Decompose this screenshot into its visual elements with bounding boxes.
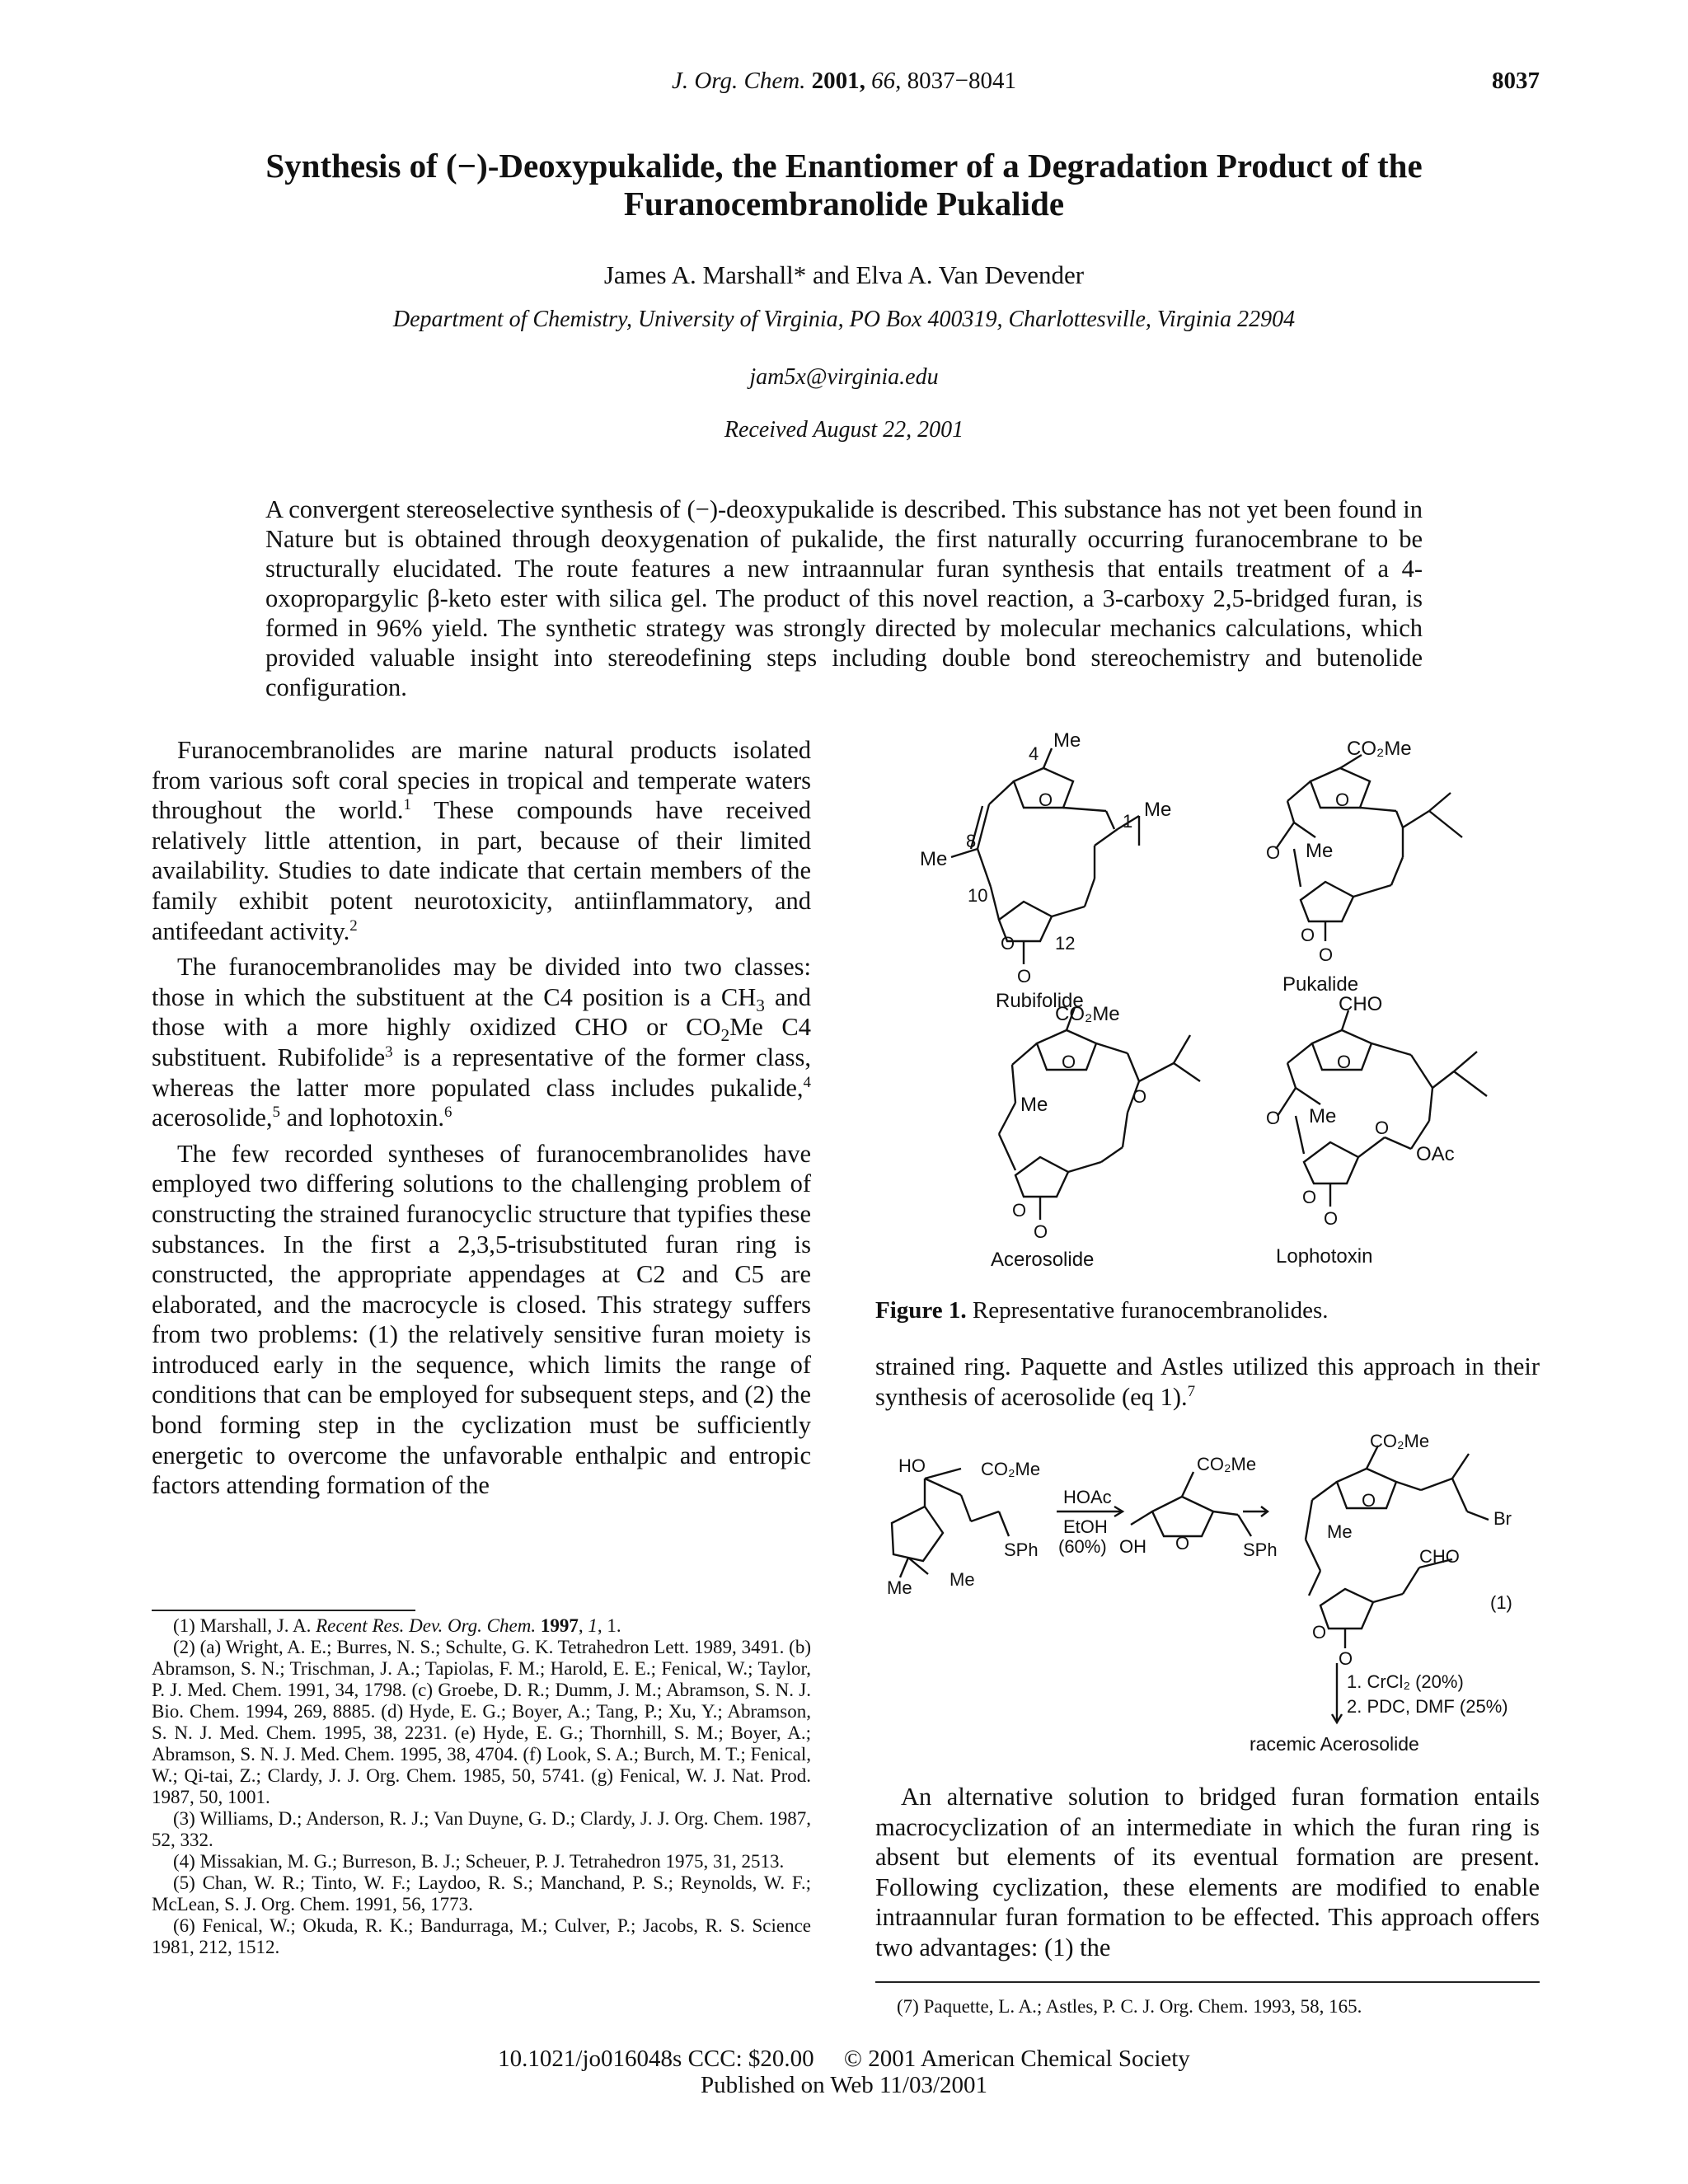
abstract: A convergent stereoselective synthesis of (−)-deoxypukalide is described. This substance has not yet been found in Nature but is obtained through deoxygenation of pukalide, the first naturally occurring furanocembrane to be structurally elucidated. The route features a new intraannular furan synthesis that entails treatment of a 4-oxopropargylic β-keto ester with silica gel. The product of this novel reaction, a 3-carboxy 2,5-bridged furan, is formed in 96% yield. The synthetic strategy was strongly directed by molecular mechanics calculations, which provided valuable insight into stereodefining steps including double bond stereochemistry and butenolide configuration. [265, 495, 1423, 701]
body-left-column [152, 735, 811, 1507]
reagent-etoh: EtOH [1063, 1516, 1108, 1537]
paragraph-3: The few recorded syntheses of furanocembranolides have employed two differing solutions to the challenging problem of constructing the strained furanocyclic structure that typifies these substances. In the first a 2,3,5-trisubstituted furan ring is constructed, the appropriate appendages at C2 and C5 are elaborated, and the macrocycle is closed. This strategy suffers from two problems: (1) the relatively sensitive furan moiety is introduced early in the sequence, which limits the range of conditions that can be employed for subsequent steps, and (2) the bond forming step in the cyclization must be sufficiently energetic to overcome the unfavorable enthalpic and entropic factors attending formation of the [152, 1139, 811, 1500]
email: jam5x@virginia.edu [749, 364, 939, 390]
equation-number: (1) [1490, 1592, 1512, 1613]
rubifolide-c10-label: 10 [968, 885, 988, 906]
published-date: Published on Web 11/03/2001 [700, 2072, 988, 2098]
rubifolide-furan-o: O [1039, 790, 1053, 810]
pukalide-ring-o: O [1301, 925, 1315, 945]
footnote-1: (1) Marshall, J. A. Recent Res. Dev. Org. Chem. 1997, 1, 1. [173, 1615, 621, 1636]
scheme-product-name: racemic Acerosolide [1250, 1733, 1419, 1755]
rubifolide-me-label: Me [1053, 729, 1081, 752]
footnote-6: (6) Fenical, W.; Okuda, R. K.; Bandurraga, M.; Culver, P.; Jacobs, R. S. Science 1981, 212, 1512. [152, 1915, 811, 1957]
pukalide-structure [1276, 755, 1462, 941]
doi-price: 10.1021/jo016048s CCC: $20.00 [498, 2046, 814, 2072]
lophotoxin-oac-label: OAc [1416, 1143, 1455, 1165]
scheme-sph-label-1: SPh [1004, 1540, 1039, 1560]
equation-1-structures [875, 1432, 1551, 1762]
scheme-co2me-label-2: CO₂Me [1197, 1454, 1257, 1474]
scheme-co2me-label-3: CO₂Me [1370, 1432, 1430, 1451]
pukalide-carbonyl-o: O [1319, 944, 1334, 965]
article-title: Synthesis of (−)-Deoxypukalide, the Enantiomer of a Degradation Product of the Furanocembranolide Pukalide [265, 147, 1423, 223]
scheme-ring-o: O [1312, 1622, 1327, 1643]
footnote-7: (7) Paquette, L. A.; Astles, P. C. J. Org. Chem. 1993, 58, 165. [897, 1996, 1362, 2017]
rubifolide-c1-label: 1 [1123, 811, 1133, 832]
figure-1 [875, 725, 1551, 1302]
lophotoxin-name: Lophotoxin [1276, 1245, 1373, 1268]
authors: James A. Marshall* and Elva A. Van Devender [603, 260, 1085, 289]
copyright: © 2001 American Chemical Society [843, 2046, 1190, 2072]
acerosolide-ring-o: O [1012, 1200, 1027, 1221]
lophotoxin-furan-o: O [1337, 1052, 1352, 1072]
scheme-sph-label-2: SPh [1243, 1540, 1278, 1560]
scheme-carbonyl-o: O [1339, 1648, 1353, 1669]
body-right-bottom [875, 1782, 1540, 1963]
scheme-me-label-3: Me [1327, 1521, 1353, 1542]
scheme-oh-label: OH [1119, 1536, 1146, 1557]
acerosolide-me-label: Me [1020, 1094, 1048, 1116]
pukalide-me-label: Me [1306, 840, 1334, 862]
reagent-step-1: 1. CrCl₂ (20%) [1347, 1671, 1464, 1692]
lophotoxin-me-label: Me [1309, 1105, 1337, 1127]
figure-1-caption-text: Representative furanocembranolides. [972, 1297, 1329, 1324]
figure-1-structures [875, 725, 1551, 1302]
footer-line-1 [0, 2046, 1688, 2072]
paragraph-right-1: strained ring. Paquette and Astles utilized this approach in their synthesis of acerosolide (eq 1).$^7$ [875, 1352, 1540, 1411]
running-head [0, 68, 1688, 95]
footnotes [152, 1615, 811, 1958]
pukalide-epoxide-o: O [1266, 842, 1281, 863]
lophotoxin-carbonyl-o: O [1324, 1208, 1339, 1229]
rubifolide-carbonyl-o: O [1017, 966, 1032, 987]
acerosolide-co2me-label: CO₂Me [1055, 1003, 1120, 1025]
received-date: Received August 22, 2001 [724, 417, 964, 443]
footnote-5: (5) Chan, W. R.; Tinto, W. F.; Laydoo, R. S.; Manchand, P. S.; Reynolds, W. F.; McLean, S. J. Org. Chem. 1991, 56, 1773. [152, 1872, 811, 1915]
pukalide-furan-o: O [1335, 790, 1350, 810]
footnote-rule-right [875, 1981, 1540, 1983]
scheme-br-label: Br [1493, 1508, 1512, 1529]
acerosolide-carbonyl-o: O [1034, 1221, 1048, 1242]
pukalide-name: Pukalide [1282, 973, 1359, 996]
reagent-step-2: 2. PDC, DMF (25%) [1347, 1696, 1508, 1717]
rubifolide-c4-label: 4 [1029, 743, 1039, 764]
lophotoxin-epoxide2-o: O [1375, 1118, 1390, 1138]
rubifolide-me1-label: Me [1144, 799, 1172, 821]
footnote-rule [152, 1610, 415, 1611]
footnote-4: (4) Missakian, M. G.; Burreson, B. J.; Scheuer, P. J. Tetrahedron 1975, 31, 2513. [173, 1851, 785, 1872]
footnote-3: (3) Williams, D.; Anderson, R. J.; Van Duyne, G. D.; Clardy, J. J. Org. Chem. 1987, 52, 332. [152, 1808, 811, 1850]
reagent-yield: (60%) [1058, 1536, 1107, 1557]
equation-1-scheme [875, 1432, 1551, 1762]
scheme-me-label-1: Me [887, 1577, 912, 1598]
paragraph-2: The furanocembranolides may be divided into two classes: those in which the substituent at the C4 position is a $CH_3$ and those with a more highly oxidized CHO or $CO_2Me$ C4 substituent. Rubifolide$^3$ is a representative of the former class, whereas the latter more populated class includes pukalide,$^4$ acerosolide,$^5$ and lophotoxin.$^6$ [152, 953, 812, 1132]
scheme-furan-o: O [1175, 1533, 1190, 1554]
scheme-co2me-label: CO₂Me [981, 1459, 1041, 1479]
scheme-cho-label: CHO [1419, 1546, 1460, 1567]
paragraph-right-2: An alternative solution to bridged furan formation entails macrocyclization of an intermediate in which the furan ring is absent but elements of its eventual formation are present. Following cyclization, these elements are modified to enable intraannular furan formation to be effected. This approach offers two advantages: (1) the [875, 1783, 1540, 1961]
page-number: 8037 [1492, 68, 1540, 94]
page-footer [0, 2046, 1688, 2098]
acerosolide-furan-o: O [1062, 1052, 1076, 1072]
lophotoxin-epoxide-o: O [1266, 1108, 1281, 1128]
scheme-me-label-2: Me [950, 1569, 975, 1590]
acerosolide-name: Acerosolide [991, 1249, 1095, 1271]
scheme-furan-o-2: O [1362, 1490, 1376, 1511]
figure-1-label: Figure 1. [875, 1297, 967, 1324]
rubifolide-c8-label: 8 [966, 831, 977, 851]
acerosolide-ketone-o: O [1132, 1086, 1147, 1107]
lophotoxin-cho-label: CHO [1339, 993, 1383, 1015]
footnote-2: (2) (a) Wright, A. E.; Burres, N. S.; Schulte, G. K. Tetrahedron Lett. 1989, 3491. (b) Abramson, S. N.; Trischman, J. A.; Tapiolas, F. M.; Harold, E. E.; Fenical, W.; Taylor, P. J. Med. Chem. 1991, 34, 1798. (c) Groebe, D. R.; Dumm, J. M.; Abramson, S. N. J. Bio. Chem. 1994, 269, 8885. (d) Hyde, E. G.; Boyer, A.; Tang, P.; Xu, Y.; Abramson, S. N. J. Med. Chem. 1995, 38, 2231. (e) Hyde, E. G.; Thornhill, S. M.; Boyer, A.; Abramson, S. N. J. Med. Chem. 1995, 38, 4704. (f) Look, S. A.; Burch, M. T.; Fenical, W.; Qi-tai, Z.; Clardy, J. J. Org. Chem. 1985, 50, 5741. (g) Fenical, W. J. Nat. Prod. 1987, 50, 1001. [152, 1637, 811, 1807]
rubifolide-c12-label: 12 [1055, 933, 1076, 954]
journal-name: J. Org. Chem. [671, 68, 806, 94]
affiliation: Department of Chemistry, University of Virginia, PO Box 400319, Charlottesville, Virginia 22904 [392, 307, 1296, 332]
journal-year: 2001, [811, 68, 865, 94]
rubifolide-structure [951, 748, 1139, 964]
journal-pages: 8037−8041 [907, 68, 1017, 94]
rubifolide-me8-label: Me [920, 848, 948, 870]
journal-volume: 66, [871, 68, 902, 94]
pukalide-co2me-label: CO₂Me [1347, 738, 1412, 760]
lophotoxin-ring-o: O [1302, 1187, 1317, 1207]
scheme-ho-label: HO [898, 1455, 926, 1476]
reagent-hoac: HOAc [1063, 1487, 1112, 1507]
figure-1-caption [875, 1297, 1551, 1324]
paragraph-1: Furanocembranolides are marine natural products isolated from various soft coral species in tropical and temperate waters throughout the world.$^1$ These compounds have received relatively little attention, in part, because of their limited availability. Studies to date indicate that certain members of the family exhibit potent neurotoxicity, antiinflammatory, and antifeedant activity.$^2$ [152, 736, 811, 945]
body-right-top [875, 1352, 1540, 1412]
rubifolide-name: Rubifolide [996, 990, 1084, 1012]
rubifolide-ring-o: O [1001, 933, 1015, 954]
